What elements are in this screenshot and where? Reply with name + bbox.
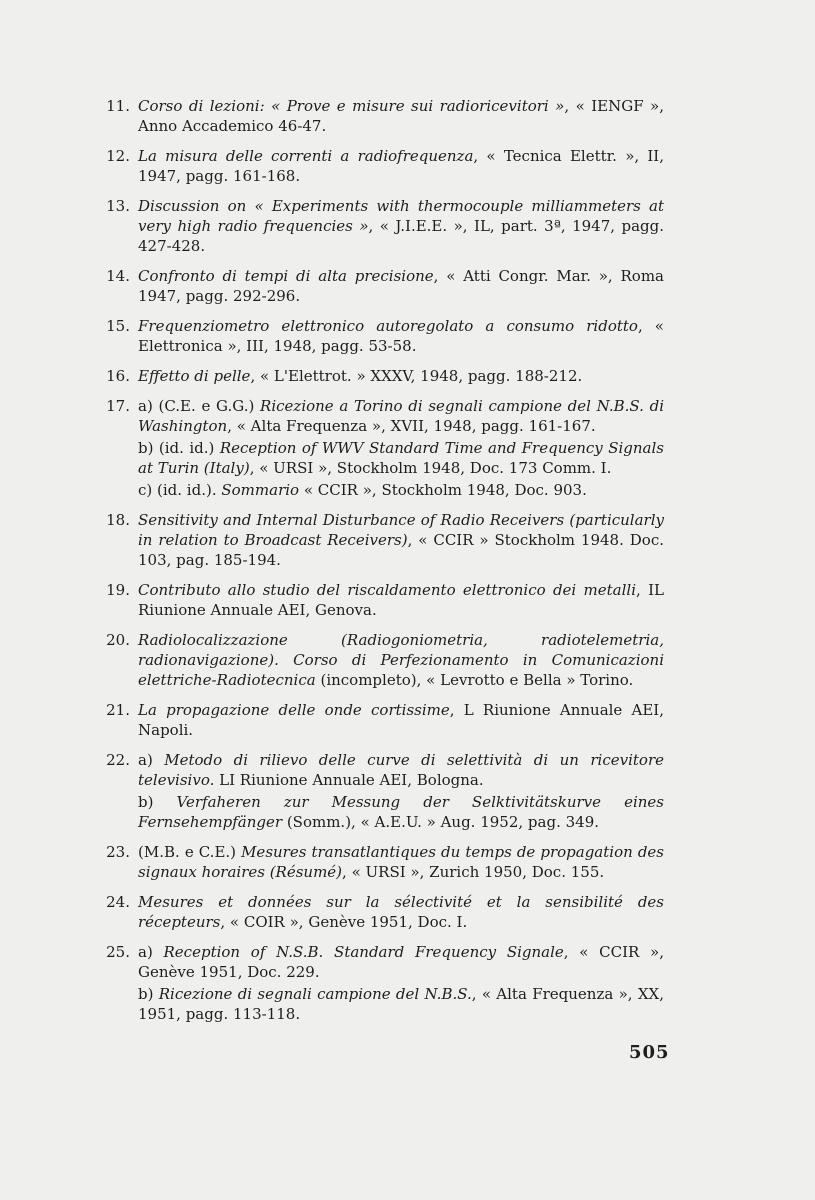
reference-entry — [86, 580, 664, 620]
reference-detail: , « CCIR » Stockholm 1948. Doc. 103, pag. 185-194. — [138, 531, 664, 569]
reference-detail: LI Riunione Annuale AEI, Bologna. — [214, 771, 484, 789]
reference-subentry — [138, 480, 664, 500]
reference-detail: , « Tecnica Elettr. », II, 1947, pagg. 161-168. — [138, 147, 664, 185]
reference-detail: , « CCIR », Genève 1951, Doc. 229. — [138, 943, 664, 981]
reference-title: Mesures transatlantiques du temps de propagation des signaux horaires (Résumé) — [138, 843, 664, 881]
reference-number: 24. — [106, 893, 130, 911]
reference-number: 22. — [106, 751, 130, 769]
reference-detail: , L Riunione Annuale AEI, Napoli. — [138, 701, 664, 739]
reference-text — [138, 96, 664, 136]
reference-subentry — [138, 396, 664, 436]
reference-title: Verfaheren zur Messung der Selktivitätskurve eines Fernsehempfänger — [138, 793, 664, 831]
reference-detail: b) — [138, 985, 159, 1003]
reference-text — [138, 146, 664, 186]
reference-number: 21. — [106, 701, 130, 719]
reference-detail: , « URSI », Stockholm 1948, Doc. 173 Comm. I. — [249, 459, 612, 477]
reference-title: Ricezione di segnali campione del N.B.S. — [158, 985, 472, 1003]
reference-number: 23. — [106, 843, 130, 861]
reference-number: 15. — [106, 317, 130, 335]
reference-entry — [86, 630, 664, 690]
reference-text — [138, 266, 664, 306]
reference-title: Ricezione a Torino di segnali campione del N.B.S. di Washington — [138, 397, 664, 435]
reference-title: Corso di lezioni: « Prove e misure sui radioricevitori » — [138, 97, 565, 115]
reference-text — [138, 510, 664, 570]
reference-text — [138, 630, 664, 690]
reference-detail: , « IENGF », Anno Accademico 46-47. — [138, 97, 664, 135]
reference-title: Confronto di tempi di alta precisione — [138, 267, 434, 285]
reference-subentry — [138, 438, 664, 478]
reference-detail: , « Atti Congr. Mar. », Roma 1947, pagg. 292-296. — [138, 267, 664, 305]
reference-text — [138, 750, 664, 832]
reference-text — [138, 316, 664, 356]
reference-title: Discussion on « Experiments with thermocouple milliammeters at very high radio frequencies » — [138, 197, 664, 235]
reference-title: Effetto di pelle — [138, 367, 251, 385]
reference-subentry — [138, 984, 664, 1024]
reference-detail: , « Alta Frequenza », XX, 1951, pagg. 113-118. — [138, 985, 664, 1023]
reference-entry — [86, 266, 664, 306]
reference-detail: b) (id. id.) — [138, 439, 220, 457]
reference-number: 14. — [106, 267, 130, 285]
reference-title: La propagazione delle onde cortissime — [138, 701, 450, 719]
reference-entry — [86, 700, 664, 740]
reference-number: 17. — [106, 397, 130, 415]
reference-subentry — [138, 792, 664, 832]
reference-number: 12. — [106, 147, 130, 165]
reference-detail: , « J.I.E.E. », IL, part. 3ª, 1947, pagg. 427-428. — [138, 217, 665, 255]
reference-number: 25. — [106, 943, 130, 961]
reference-entry — [86, 842, 664, 882]
reference-title: La misura delle correnti a radiofrequenza — [138, 147, 474, 165]
reference-title: Reception of WWV Standard Time and Frequency Signals at Turin (Italy) — [138, 439, 664, 477]
reference-detail: (M.B. e C.E.) — [138, 843, 242, 861]
reference-list — [86, 96, 664, 1034]
reference-detail: a) — [138, 943, 164, 961]
reference-detail: , « L'Elettrot. » XXXV, 1948, pagg. 188-212. — [250, 367, 583, 385]
reference-subentry — [138, 750, 664, 790]
reference-entry — [86, 510, 664, 570]
reference-text — [138, 580, 664, 620]
reference-text — [138, 700, 664, 740]
reference-detail: , IL Riunione Annuale AEI, Genova. — [138, 581, 664, 619]
reference-detail: , « Alta Frequenza », XVII, 1948, pagg. 161-167. — [227, 417, 596, 435]
reference-detail: , « COIR », Genève 1951, Doc. I. — [220, 913, 468, 931]
reference-title: Contributo allo studio del riscaldamento elettronico dei metalli — [138, 581, 637, 599]
reference-detail: , « URSI », Zurich 1950, Doc. 155. — [342, 863, 605, 881]
reference-entry — [86, 750, 664, 832]
reference-detail: b) — [138, 793, 177, 811]
reference-number: 11. — [106, 97, 130, 115]
reference-subentry — [138, 942, 664, 982]
reference-number: 19. — [106, 581, 130, 599]
reference-text — [138, 842, 664, 882]
reference-title: Radiolocalizzazione (Radiogoniometria, radiotelemetria, radionavigazione). Corso di Perfezionamento in Comunicazioni elettriche-Radiotecnica — [138, 631, 664, 689]
reference-detail: (incompleto), « Levrotto e Bella » Torino. — [315, 671, 634, 689]
reference-detail: c) (id. id.). — [138, 481, 222, 499]
reference-entry — [86, 146, 664, 186]
reference-title: Metodo di rilievo delle curve di selettività di un ricevitore televisivo. — [138, 751, 664, 789]
reference-number: 18. — [106, 511, 130, 529]
reference-title: Sensitivity and Internal Disturbance of Radio Receivers (particularly in relation to Broadcast Receivers) — [138, 511, 664, 549]
reference-entry — [86, 366, 664, 386]
reference-entry — [86, 316, 664, 356]
reference-title: Sommario — [221, 481, 300, 499]
reference-text — [138, 366, 664, 386]
reference-title: Frequenziometro elettronico autoregolato a consumo ridotto — [138, 317, 638, 335]
reference-text — [138, 196, 664, 256]
reference-title: Mesures et données sur la sélectivité et la sensibilité des récepteurs — [138, 893, 664, 931]
page-number: 505 — [629, 1042, 670, 1063]
reference-detail: « CCIR », Stockholm 1948, Doc. 903. — [299, 481, 587, 499]
reference-detail: (Somm.), « A.E.U. » Aug. 1952, pag. 349. — [282, 813, 600, 831]
reference-title: Reception of N.S.B. Standard Frequency Signale — [163, 943, 564, 961]
reference-number: 16. — [106, 367, 130, 385]
reference-entry — [86, 196, 664, 256]
reference-number: 13. — [106, 197, 130, 215]
reference-detail: , « Elettronica », III, 1948, pagg. 53-58. — [138, 317, 664, 355]
reference-number: 20. — [106, 631, 130, 649]
reference-text — [138, 396, 664, 500]
reference-entry — [86, 396, 664, 500]
reference-detail: a) — [138, 751, 165, 769]
reference-entry — [86, 942, 664, 1024]
reference-entry — [86, 892, 664, 932]
reference-text — [138, 942, 664, 1024]
reference-detail: a) (C.E. e G.G.) — [138, 397, 261, 415]
reference-text — [138, 892, 664, 932]
reference-entry — [86, 96, 664, 136]
